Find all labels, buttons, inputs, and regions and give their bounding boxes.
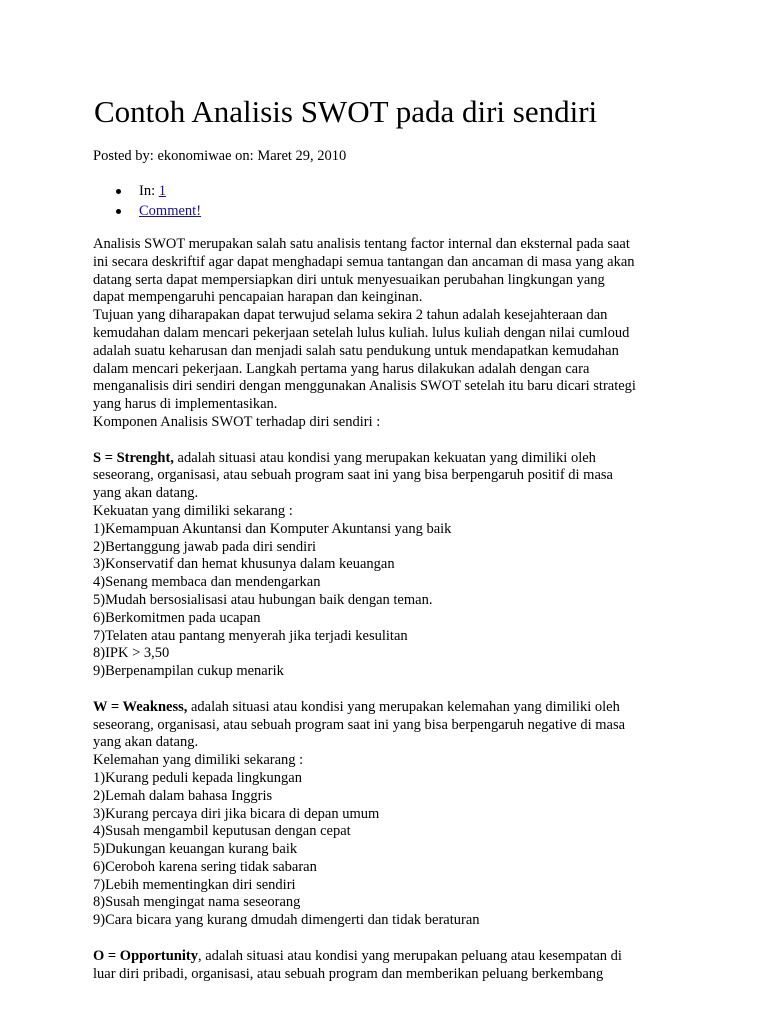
section-heading: O = Opportunity — [93, 947, 198, 964]
post-info-list — [93, 182, 201, 222]
category-item — [93, 182, 201, 202]
body-line: yang akan datang. — [93, 734, 199, 751]
body-line: 4)Senang membaca dan mendengarkan — [93, 574, 321, 591]
body-line: dalam mencari pekerjaan. Langkah pertama yang harus dilakukan adalah dengan cara — [93, 360, 590, 377]
body-line: 3)Kurang percaya diri jika bicara di depan umum — [93, 805, 380, 822]
section-text: adalah situasi atau kondisi yang merupakan kelemahan yang dimiliki oleh — [187, 698, 620, 715]
body-line: 2)Bertanggung jawab pada diri sendiri — [93, 538, 317, 555]
body-line: 6)Ceroboh karena sering tidak sabaran — [93, 858, 317, 875]
body-line — [93, 948, 683, 966]
body-line: 7)Telaten atau pantang menyerah jika terjadi kesulitan — [93, 627, 408, 644]
comment-item — [93, 202, 201, 222]
body-line: yang akan datang. — [93, 485, 199, 502]
body-line: 1)Kemampuan Akuntansi dan Komputer Akuntansi yang baik — [93, 520, 452, 537]
paragraph-gap — [93, 681, 683, 699]
body-line: Komponen Analisis SWOT terhadap diri sendiri : — [93, 413, 381, 430]
body-line: 5)Dukungan keuangan kurang baik — [93, 841, 298, 858]
comment-link[interactable]: Comment! — [139, 203, 202, 219]
section-text: adalah situasi atau kondisi yang merupakan kekuatan yang dimiliki oleh — [173, 449, 596, 466]
body-line: 8)Susah mengingat nama seseorang — [93, 894, 301, 911]
body-line: 9)Berpenampilan cukup menarik — [93, 663, 284, 680]
body-line: kemudahan dalam mencari pekerjaan setelah lulus kuliah. lulus kuliah dengan nilai cumloud — [93, 324, 630, 341]
body-line: Kelemahan yang dimiliki sekarang : — [93, 752, 304, 769]
body-line: adalah suatu keharusan dan menjadi salah satu pendukung untuk mendapatkan kemudahan — [93, 342, 619, 359]
body-line: seseorang, organisasi, atau sebuah program saat ini yang bisa berpengaruh positif di masa — [93, 467, 613, 484]
body-line: luar diri pribadi, organisasi, atau sebuah program dan memberikan peluang berkembang — [93, 965, 604, 982]
page-title: Contoh Analisis SWOT pada diri sendiri — [94, 94, 598, 129]
body-line: Tujuan yang diharapakan dapat terwujud selama sekira 2 tahun adalah kesejahteraan dan — [93, 307, 608, 324]
body-line: 8)IPK > 3,50 — [93, 645, 170, 662]
post-meta: Posted by: ekonomiwae on: Maret 29, 2010 — [93, 148, 347, 164]
body-line: 5)Mudah bersosialisasi atau hubungan baik dengan teman. — [93, 591, 433, 608]
body-line: Kekuatan yang dimiliki sekarang : — [93, 502, 293, 519]
body-line: 1)Kurang peduli kepada lingkungan — [93, 769, 302, 786]
article-body — [93, 236, 683, 983]
body-line — [93, 699, 683, 717]
category-link[interactable]: 1 — [158, 183, 166, 199]
body-line: 2)Lemah dalam bahasa Inggris — [93, 787, 273, 804]
section-text: , adalah situasi atau kondisi yang merupakan peluang atau kesempatan di — [197, 947, 622, 964]
body-line: menganalisis diri sendiri dengan menggunakan Analisis SWOT setelah itu baru dicari strategi — [93, 378, 636, 395]
body-line: ini secara deskriftif agar dapat menghadapi semua tantangan dan ancaman di masa yang akan — [93, 253, 635, 270]
body-line: Analisis SWOT merupakan salah satu analisis tentang factor internal dan eksternal pada saat — [93, 236, 630, 252]
paragraph-gap — [93, 432, 683, 450]
body-line: dapat mempengaruhi pencapaian harapan dan keinginan. — [93, 289, 423, 306]
body-line: 3)Konservatif dan hemat khusunya dalam keuangan — [93, 556, 395, 573]
body-line: 6)Berkomitmen pada ucapan — [93, 609, 261, 626]
category-label: In: — [139, 183, 156, 199]
section-heading: S = Strenght, — [93, 449, 174, 466]
paragraph-gap — [93, 930, 683, 948]
body-line: 9)Cara bicara yang kurang dmudah dimengerti dan tidak beraturan — [93, 912, 480, 929]
body-line: seseorang, organisasi, atau sebuah program saat ini yang bisa berpengaruh negative di masa — [93, 716, 626, 733]
body-line: 4)Susah mengambil keputusan dengan cepat — [93, 823, 351, 840]
section-heading: W = Weakness, — [93, 698, 188, 715]
body-line: datang serta dapat mempersiapkan diri untuk menyesuaikan perubahan lingkungan yang — [93, 271, 605, 288]
body-line: yang harus di implementasikan. — [93, 396, 278, 413]
body-line: 7)Lebih mementingkan diri sendiri — [93, 876, 296, 893]
body-line — [93, 450, 683, 468]
